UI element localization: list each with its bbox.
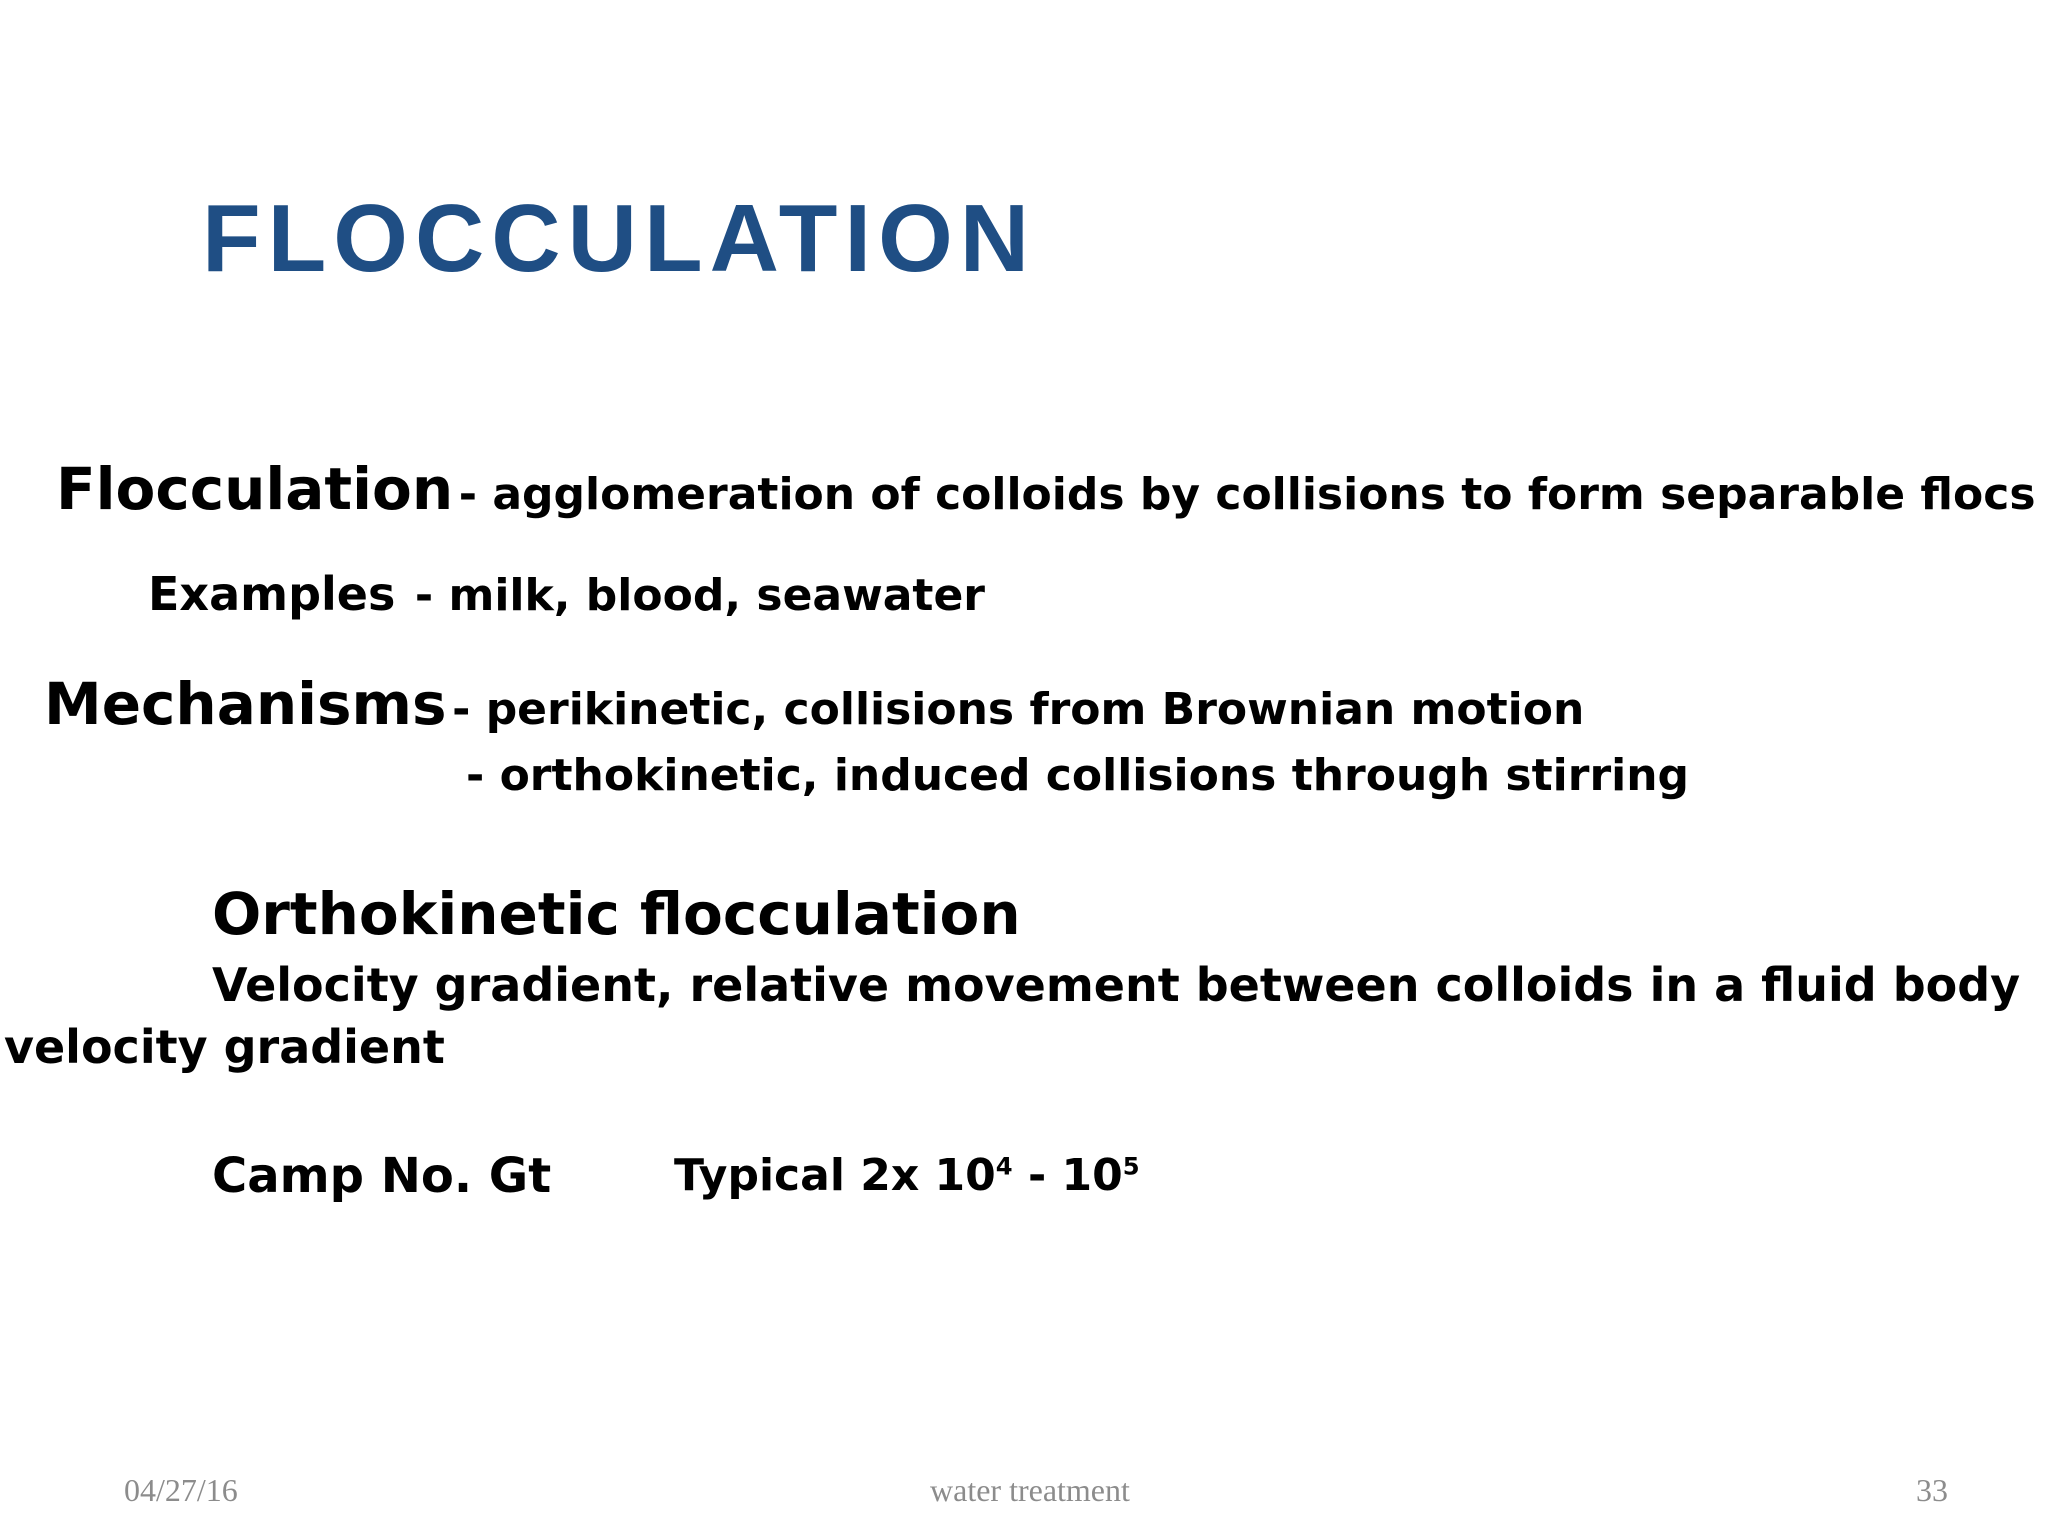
camp-number-label: Camp No. Gt [212,1148,552,1204]
camp-range-separator: - 10 [1012,1150,1123,1201]
footer-center-text: water treatment [930,1472,1130,1508]
camp-typical-prefix: Typical 2x 10 [674,1150,996,1201]
examples-text: - milk, blood, seawater [414,570,986,621]
footer-date: 04/27/16 [124,1472,238,1508]
definition-line [56,455,2036,523]
camp-exponent-1: 4 [995,1152,1013,1181]
orthokinetic-heading: Orthokinetic flocculation [212,880,1021,948]
mechanisms-line1: - perikinetic, collisions from Brownian motion [452,684,1585,735]
examples-line [148,567,985,621]
mechanisms-term: Mechanisms [44,670,447,738]
slide-title: FLOCCULATION [202,185,1037,292]
mechanisms-line2: - orthokinetic, induced collisions through stirring [466,750,1690,801]
camp-typical-range [674,1150,1140,1201]
examples-label: Examples [148,567,396,621]
definition-term: Flocculation [56,455,454,523]
orthokinetic-line2: velocity gradient [4,1020,445,1074]
orthokinetic-line1: Velocity gradient, relative movement between colloids in a fluid body [212,958,2021,1012]
camp-exponent-2: 5 [1122,1152,1140,1181]
definition-text: - agglomeration of colloids by collisions to form separable flocs [458,469,2036,520]
mechanisms-line [44,670,1584,738]
footer-page-number: 33 [1916,1472,1948,1508]
